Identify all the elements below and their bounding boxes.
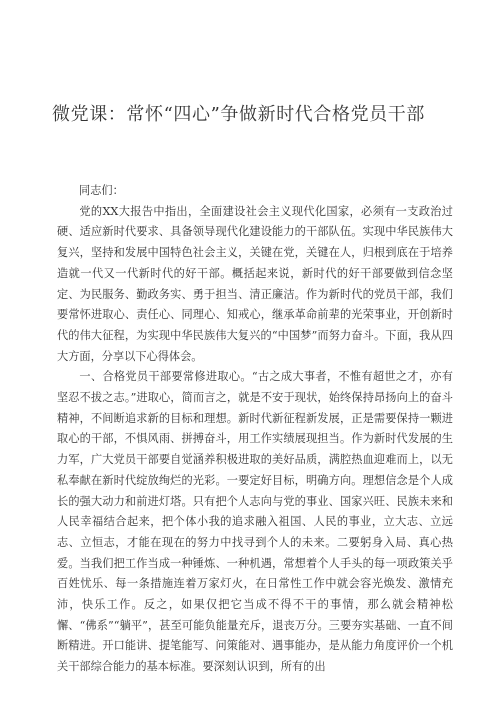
paragraph-intro: 党的XX大报告中指出，全面建设社会主义现代化国家，必须有一支政治过硬、适应新时代要求、具备领导现代化建设能力的干部队伍。实现中华民族伟大复兴，坚持和发展中国特色社会主义，关键在党，关键在人，归根到底在于培养造就一代又一代新时代的好干部。概括起来说，新时代的好干部要做到信念坚定、为民服务、勤政务实、勇于担当、清正廉洁。作为新时代的党员干部，我们要常怀进取心、责任心、同理心、知戒心，继承革命前辈的光荣事业，开创新时代的伟大征程，为实现中华民族伟大复兴的“中国梦”而努力奋斗。下面，我从四大方面，分享以下心得体会。 [57, 204, 453, 363]
document-title: 微党课：常怀“四心”争做新时代合格党员干部 [52, 104, 426, 125]
salutation: 同志们： [79, 184, 124, 197]
paragraph-section-one: 一、合格党员干部要常修进取心。“古之成大事者，不惟有超世之才，亦有坚忍不拔之志。”进取心，简而言之，就是不安于现状，始终保持昂扬向上的奋斗精神，不间断追求新的目标和理想。新时代新征程新发展，正是需要保持一颗进取心的干部，不惧风雨、拼搏奋斗，用工作实绩展现担当。作为新时代发展的生力军，广大党员干部要自觉涵养积极进取的美好品质，满腔热血迎难而上，以无私奉献在新时代绽放绚烂的光彩。一要定好目标，明确方向。理想信念是个人成长的强大动力和前进灯塔。只有把个人志向与党的事业、国家兴旺、民族未来和人民幸福结合起来，把个体小我的追求融入祖国、人民的事业，立大志、立远志、立恒志，才能在现在的努力中找寻到个人的未来。二要躬身入局、真心热爱。当我们把工作当成一种锤炼、一种机遇，常想着个人手头的每一项政策关乎百姓忧乐、每一条措施连着万家灯火，在日常性工作中就会容光焕发、激情充沛，快乐工作。反之，如果仅把它当成不得不干的事情，那么就会精神松懈、“佛系”“躺平”，甚至可能负能量充斥，退丧万分。三要夯实基础、一直不间断精进。开口能讲、提笔能写、问策能对、遇事能办，是从能力角度评价一个机关干部综合能力的基本标准。要深刻认识到，所有的出 [57, 370, 453, 674]
document-body [57, 181, 453, 678]
